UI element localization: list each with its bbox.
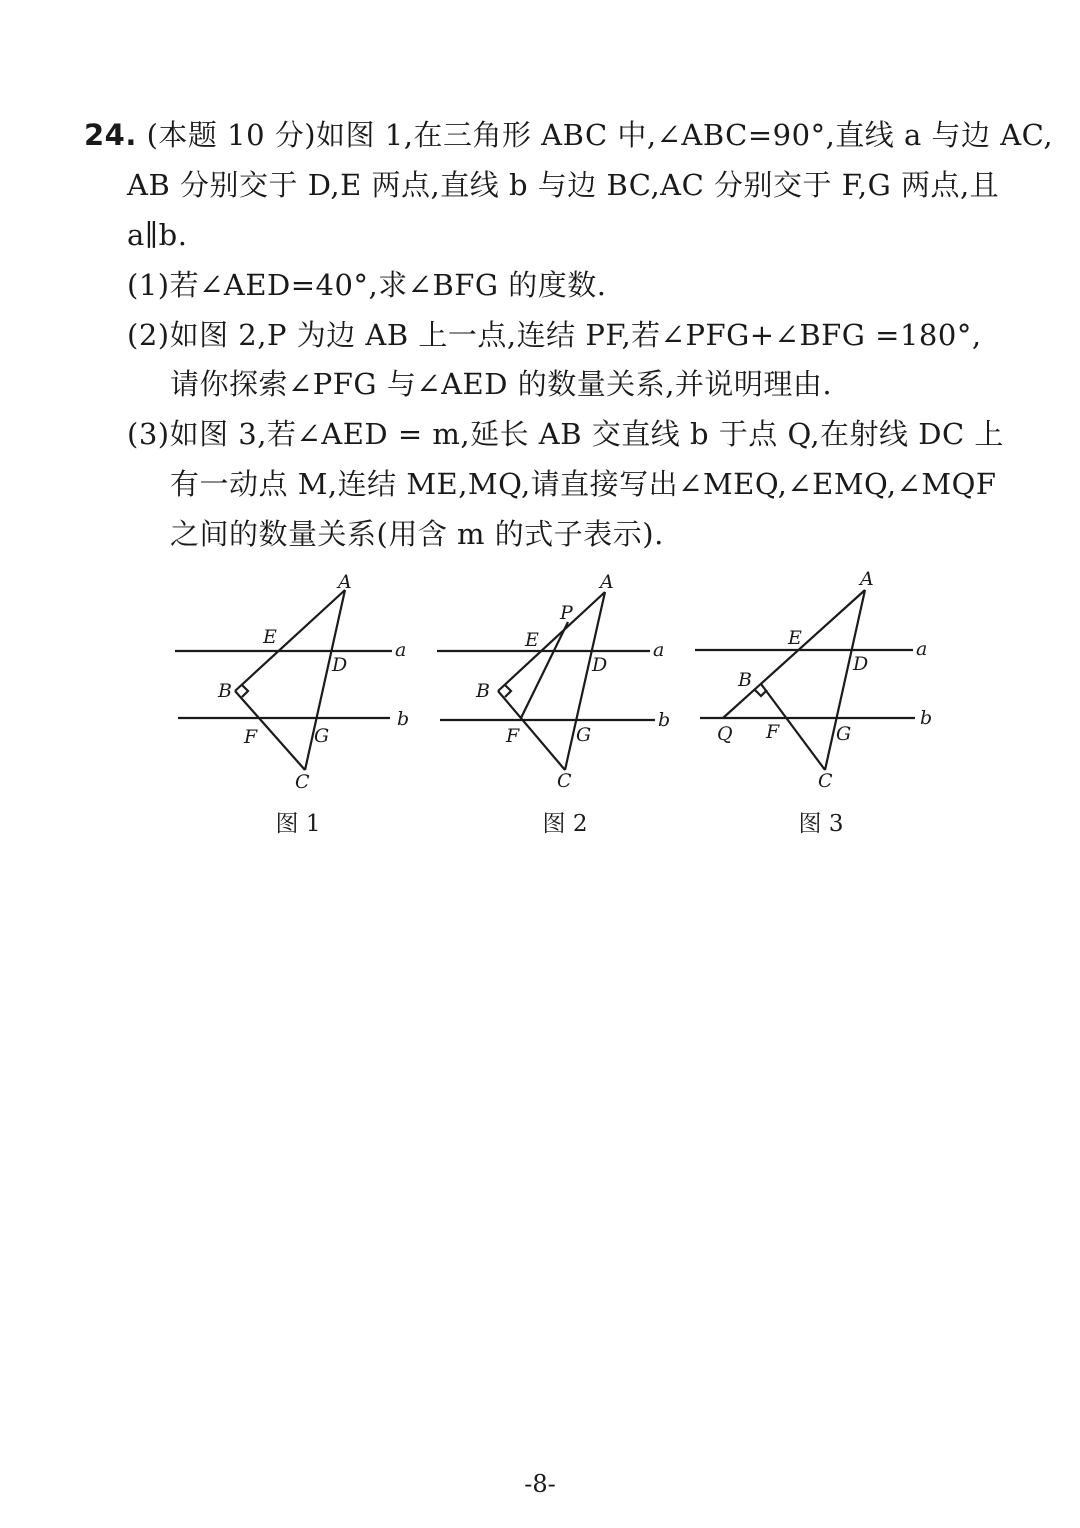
figure-2-caption: 图 2: [542, 811, 588, 837]
label-C: C: [557, 770, 572, 792]
label-A: A: [338, 571, 352, 593]
subquestion-2-line-1: (2)如图 2,P 为边 AB 上一点,连结 PF,若∠PFG+∠BFG =180°,: [127, 318, 982, 352]
label-G: G: [836, 723, 852, 745]
label-a: a: [916, 638, 928, 660]
question-line-2: AB 分别交于 D,E 两点,直线 b 与边 BC,AC 分别交于 F,G 两点,且: [127, 168, 1000, 202]
label-B: B: [738, 669, 752, 691]
segment-ab: [235, 590, 348, 691]
question-number: 24.: [84, 118, 137, 152]
label-G: G: [576, 724, 592, 746]
label-E: E: [263, 626, 277, 648]
figure-3-diagram: [685, 560, 955, 800]
subquestion-3-line-3: 之间的数量关系(用含 m 的式子表示).: [170, 517, 664, 551]
figure-1-diagram: [160, 560, 420, 800]
right-angle-mark: [242, 685, 248, 697]
figure-3: [685, 560, 955, 800]
label-C: C: [295, 771, 310, 793]
subquestion-2-line-2: 请你探索∠PFG 与∠AED 的数量关系,并说明理由.: [170, 367, 833, 401]
label-B: B: [218, 680, 232, 702]
label-a: a: [395, 639, 407, 661]
right-angle-mark: [755, 690, 767, 696]
question-text-1: (本题 10 分)如图 1,在三角形 ABC 中,∠ABC=90°,直线 a 与边 AC,: [146, 118, 1054, 152]
question-line-1: [84, 115, 1053, 155]
right-angle-mark: [505, 685, 511, 697]
label-F: F: [244, 726, 258, 748]
figure-3-caption: 图 3: [798, 811, 844, 837]
page-number: -8-: [524, 1470, 556, 1498]
label-E: E: [525, 629, 539, 651]
label-G: G: [314, 725, 330, 747]
label-P: P: [560, 602, 573, 624]
subquestion-3-line-2: 有一动点 M,连结 ME,MQ,请直接写出∠MEQ,∠EMQ,∠MQF: [170, 467, 997, 501]
label-a: a: [653, 639, 665, 661]
figure-1: [160, 560, 420, 800]
label-A: A: [860, 568, 874, 590]
label-b: b: [397, 708, 410, 730]
figure-2-diagram: [425, 560, 685, 800]
label-E: E: [788, 627, 802, 649]
label-b: b: [658, 709, 671, 731]
subquestion-3-line-1: (3)如图 3,若∠AED = m,延长 AB 交直线 b 于点 Q,在射线 DC 上: [127, 417, 1004, 451]
label-D: D: [332, 654, 348, 676]
label-b: b: [920, 707, 933, 729]
label-D: D: [853, 653, 869, 675]
label-D: D: [592, 654, 608, 676]
question-line-3: a∥b.: [127, 218, 188, 252]
label-C: C: [818, 770, 833, 792]
label-F: F: [506, 725, 520, 747]
label-F: F: [766, 721, 780, 743]
label-A: A: [600, 571, 614, 593]
segment-ab: [498, 592, 608, 691]
label-Q: Q: [717, 723, 733, 745]
label-B: B: [476, 680, 490, 702]
figure-2: [425, 560, 685, 800]
subquestion-1: (1)若∠AED=40°,求∠BFG 的度数.: [127, 268, 607, 302]
figure-1-caption: 图 1: [275, 811, 321, 837]
segment-aq: [723, 590, 865, 718]
